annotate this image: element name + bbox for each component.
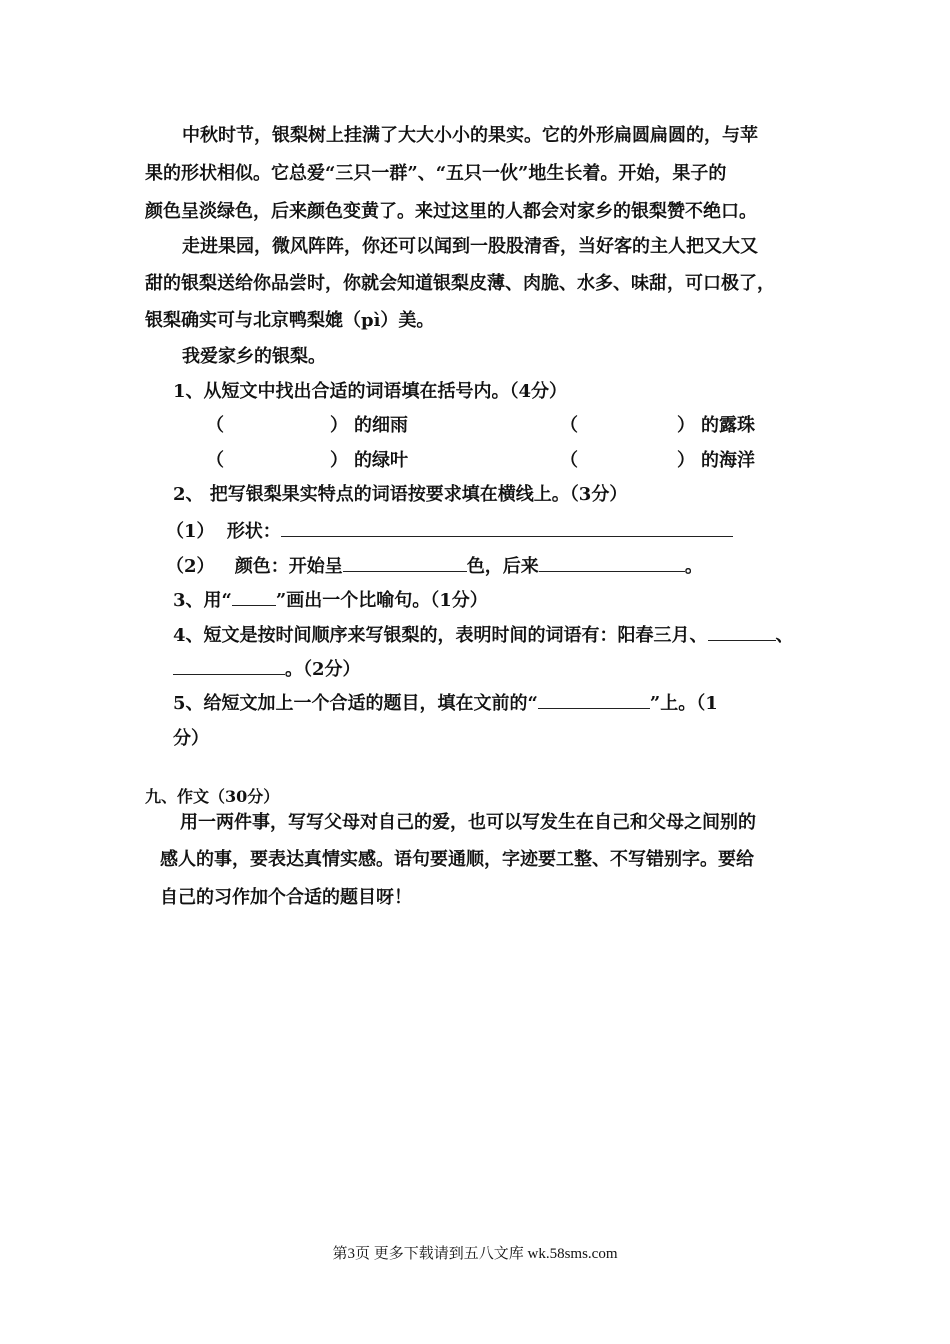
question-4-line-1 [173, 622, 794, 648]
q4-separator: 、 [775, 625, 794, 646]
q4-blank-2[interactable] [173, 656, 285, 675]
question-5-line-2: 分） [173, 728, 209, 749]
q1-item-2-open: （ [560, 415, 578, 436]
q3-text-after: ”画出一个比喻句。（1分） [275, 590, 488, 611]
passage-line-2: 果的形状相似。它总爱“三只一群”、“五只一伙”地生长着。开始，果子的 [145, 163, 727, 184]
q2-color-start-blank[interactable] [343, 553, 467, 572]
q2-sub-1-label: 形状： [226, 521, 281, 542]
passage-line-7: 我爱家乡的银梨。 [182, 346, 326, 367]
q4-text: 4、短文是按时间顺序来写银梨的，表明时间的词语有：阳春三月、 [173, 625, 708, 646]
q1-item-4-text: 的海洋 [701, 450, 755, 471]
q2-sub-2-label: 颜色：开始呈 [234, 556, 343, 577]
q2-sub-1 [166, 518, 733, 544]
q2-sub-1-number: （1） [166, 521, 215, 542]
q2-sub-2-end: 。 [684, 556, 703, 577]
q2-sub-2-middle: 色，后来 [466, 556, 539, 577]
composition-line-1: 用一两件事，写写父母对自己的爱，也可以写发生在自己和父母之间别的 [180, 812, 756, 833]
question-1-title: 1、从短文中找出合适的词语填在括号内。（4分） [173, 381, 568, 402]
q2-color-later-blank[interactable] [539, 553, 685, 572]
q1-item-3-open: （ [206, 450, 224, 471]
q2-shape-blank[interactable] [281, 518, 733, 537]
q4-blank-1[interactable] [708, 622, 776, 641]
question-5-line-1 [173, 690, 718, 716]
q1-item-1-open: （ [206, 415, 224, 436]
q5-text-after: ”上。（1 [649, 693, 718, 714]
q3-underline-sample [232, 587, 276, 606]
passage-line-3: 颜色呈淡绿色，后来颜色变黄了。来过这里的人都会对家乡的银梨赞不绝口。 [145, 201, 757, 222]
q1-item-1-close: ） [330, 415, 348, 436]
q5-text-before: 5、给短文加上一个合适的题目，填在文前的“ [173, 693, 538, 714]
q2-sub-2 [166, 553, 703, 579]
composition-title: 九、作文（30分） [145, 787, 280, 806]
q1-item-4-open: （ [560, 450, 578, 471]
q1-item-4-close: ） [677, 450, 695, 471]
composition-line-2: 感人的事，要表达真情实感。语句要通顺，字迹要工整、不写错别字。要给 [160, 849, 754, 870]
page-footer: 第3页 更多下载请到五八文库 wk.58sms.com [332, 1246, 618, 1262]
q1-item-2-text: 的露珠 [701, 415, 755, 436]
q1-item-1-text: 的细雨 [354, 415, 408, 436]
q5-title-blank[interactable] [538, 690, 650, 709]
q1-item-3-text: 的绿叶 [354, 450, 408, 471]
q1-item-2-close: ） [677, 415, 695, 436]
passage-line-6: 银梨确实可与北京鸭梨媲（pì）美。 [145, 310, 435, 331]
q1-item-3-close: ） [330, 450, 348, 471]
q4-line-2-end: 。（2分） [285, 659, 361, 680]
composition-line-3: 自己的习作加个合适的题目呀！ [160, 887, 412, 908]
q2-sub-2-number: （2） [166, 556, 215, 577]
passage-line-5: 甜的银梨送给你品尝时，你就会知道银梨皮薄、肉脆、水多、味甜，可口极了， [145, 273, 775, 294]
passage-line-1: 中秋时节，银梨树上挂满了大大小小的果实。它的外形扁圆扁圆的，与苹 [182, 125, 758, 146]
q3-text-before: 3、用“ [173, 590, 232, 611]
question-2-title: 2、 把写银梨果实特点的词语按要求填在横线上。（3分） [173, 484, 628, 505]
passage-line-4: 走进果园，微风阵阵，你还可以闻到一股股清香，当好客的主人把又大又 [182, 236, 758, 257]
question-3 [173, 587, 488, 613]
question-4-line-2 [173, 656, 361, 682]
